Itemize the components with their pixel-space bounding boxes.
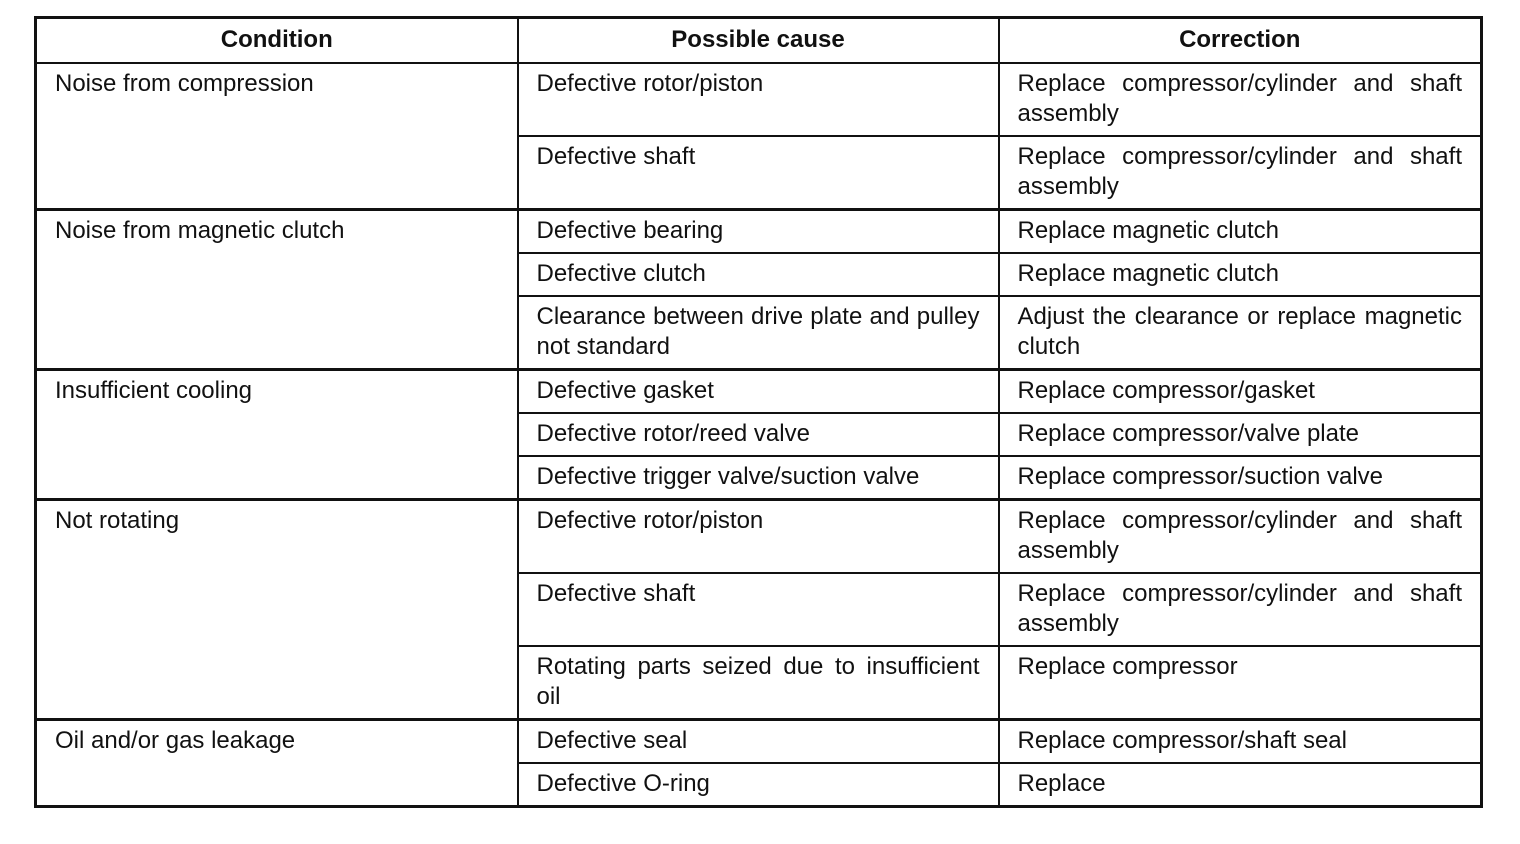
cause-cell: Defective trigger valve/suction valve [518, 456, 999, 500]
table-row [36, 370, 1482, 414]
table-row [36, 500, 1482, 574]
cause-cell: Defective gasket [518, 370, 999, 414]
header-row [36, 18, 1482, 64]
cause-cell: Defective rotor/reed valve [518, 413, 999, 456]
cause-cell: Defective clutch [518, 253, 999, 296]
correction-cell: Replace compressor/gasket [999, 370, 1482, 414]
cause-cell: Defective O-ring [518, 763, 999, 807]
header-condition: Condition [36, 18, 518, 64]
correction-cell: Replace compressor/valve plate [999, 413, 1482, 456]
correction-cell: Replace compressor [999, 646, 1482, 720]
cause-cell: Rotating parts seized due to insufficient oil [518, 646, 999, 720]
correction-cell: Adjust the clearance or replace magnetic clutch [999, 296, 1482, 370]
correction-cell: Replace compressor/cylinder and shaft assembly [999, 63, 1482, 136]
condition-cell: Noise from magnetic clutch [36, 210, 518, 370]
header-possible-cause: Possible cause [518, 18, 999, 64]
correction-cell: Replace compressor/suction valve [999, 456, 1482, 500]
condition-cell: Noise from compression [36, 63, 518, 210]
cause-cell: Defective shaft [518, 573, 999, 646]
table-row [36, 720, 1482, 764]
cause-cell: Defective rotor/piston [518, 500, 999, 574]
cause-cell: Defective bearing [518, 210, 999, 254]
condition-cell: Insufficient cooling [36, 370, 518, 500]
cause-cell: Defective rotor/piston [518, 63, 999, 136]
table-row [36, 63, 1482, 136]
cause-cell: Defective shaft [518, 136, 999, 210]
correction-cell: Replace compressor/cylinder and shaft assembly [999, 500, 1482, 574]
correction-cell: Replace compressor/shaft seal [999, 720, 1482, 764]
table-row [36, 210, 1482, 254]
correction-cell: Replace compressor/cylinder and shaft assembly [999, 136, 1482, 210]
header-correction: Correction [999, 18, 1482, 64]
condition-cell: Not rotating [36, 500, 518, 720]
cause-cell: Defective seal [518, 720, 999, 764]
correction-cell: Replace [999, 763, 1482, 807]
troubleshooting-table [34, 16, 1483, 808]
correction-cell: Replace magnetic clutch [999, 210, 1482, 254]
cause-cell: Clearance between drive plate and pulley not standard [518, 296, 999, 370]
correction-cell: Replace compressor/cylinder and shaft assembly [999, 573, 1482, 646]
condition-cell: Oil and/or gas leakage [36, 720, 518, 807]
correction-cell: Replace magnetic clutch [999, 253, 1482, 296]
